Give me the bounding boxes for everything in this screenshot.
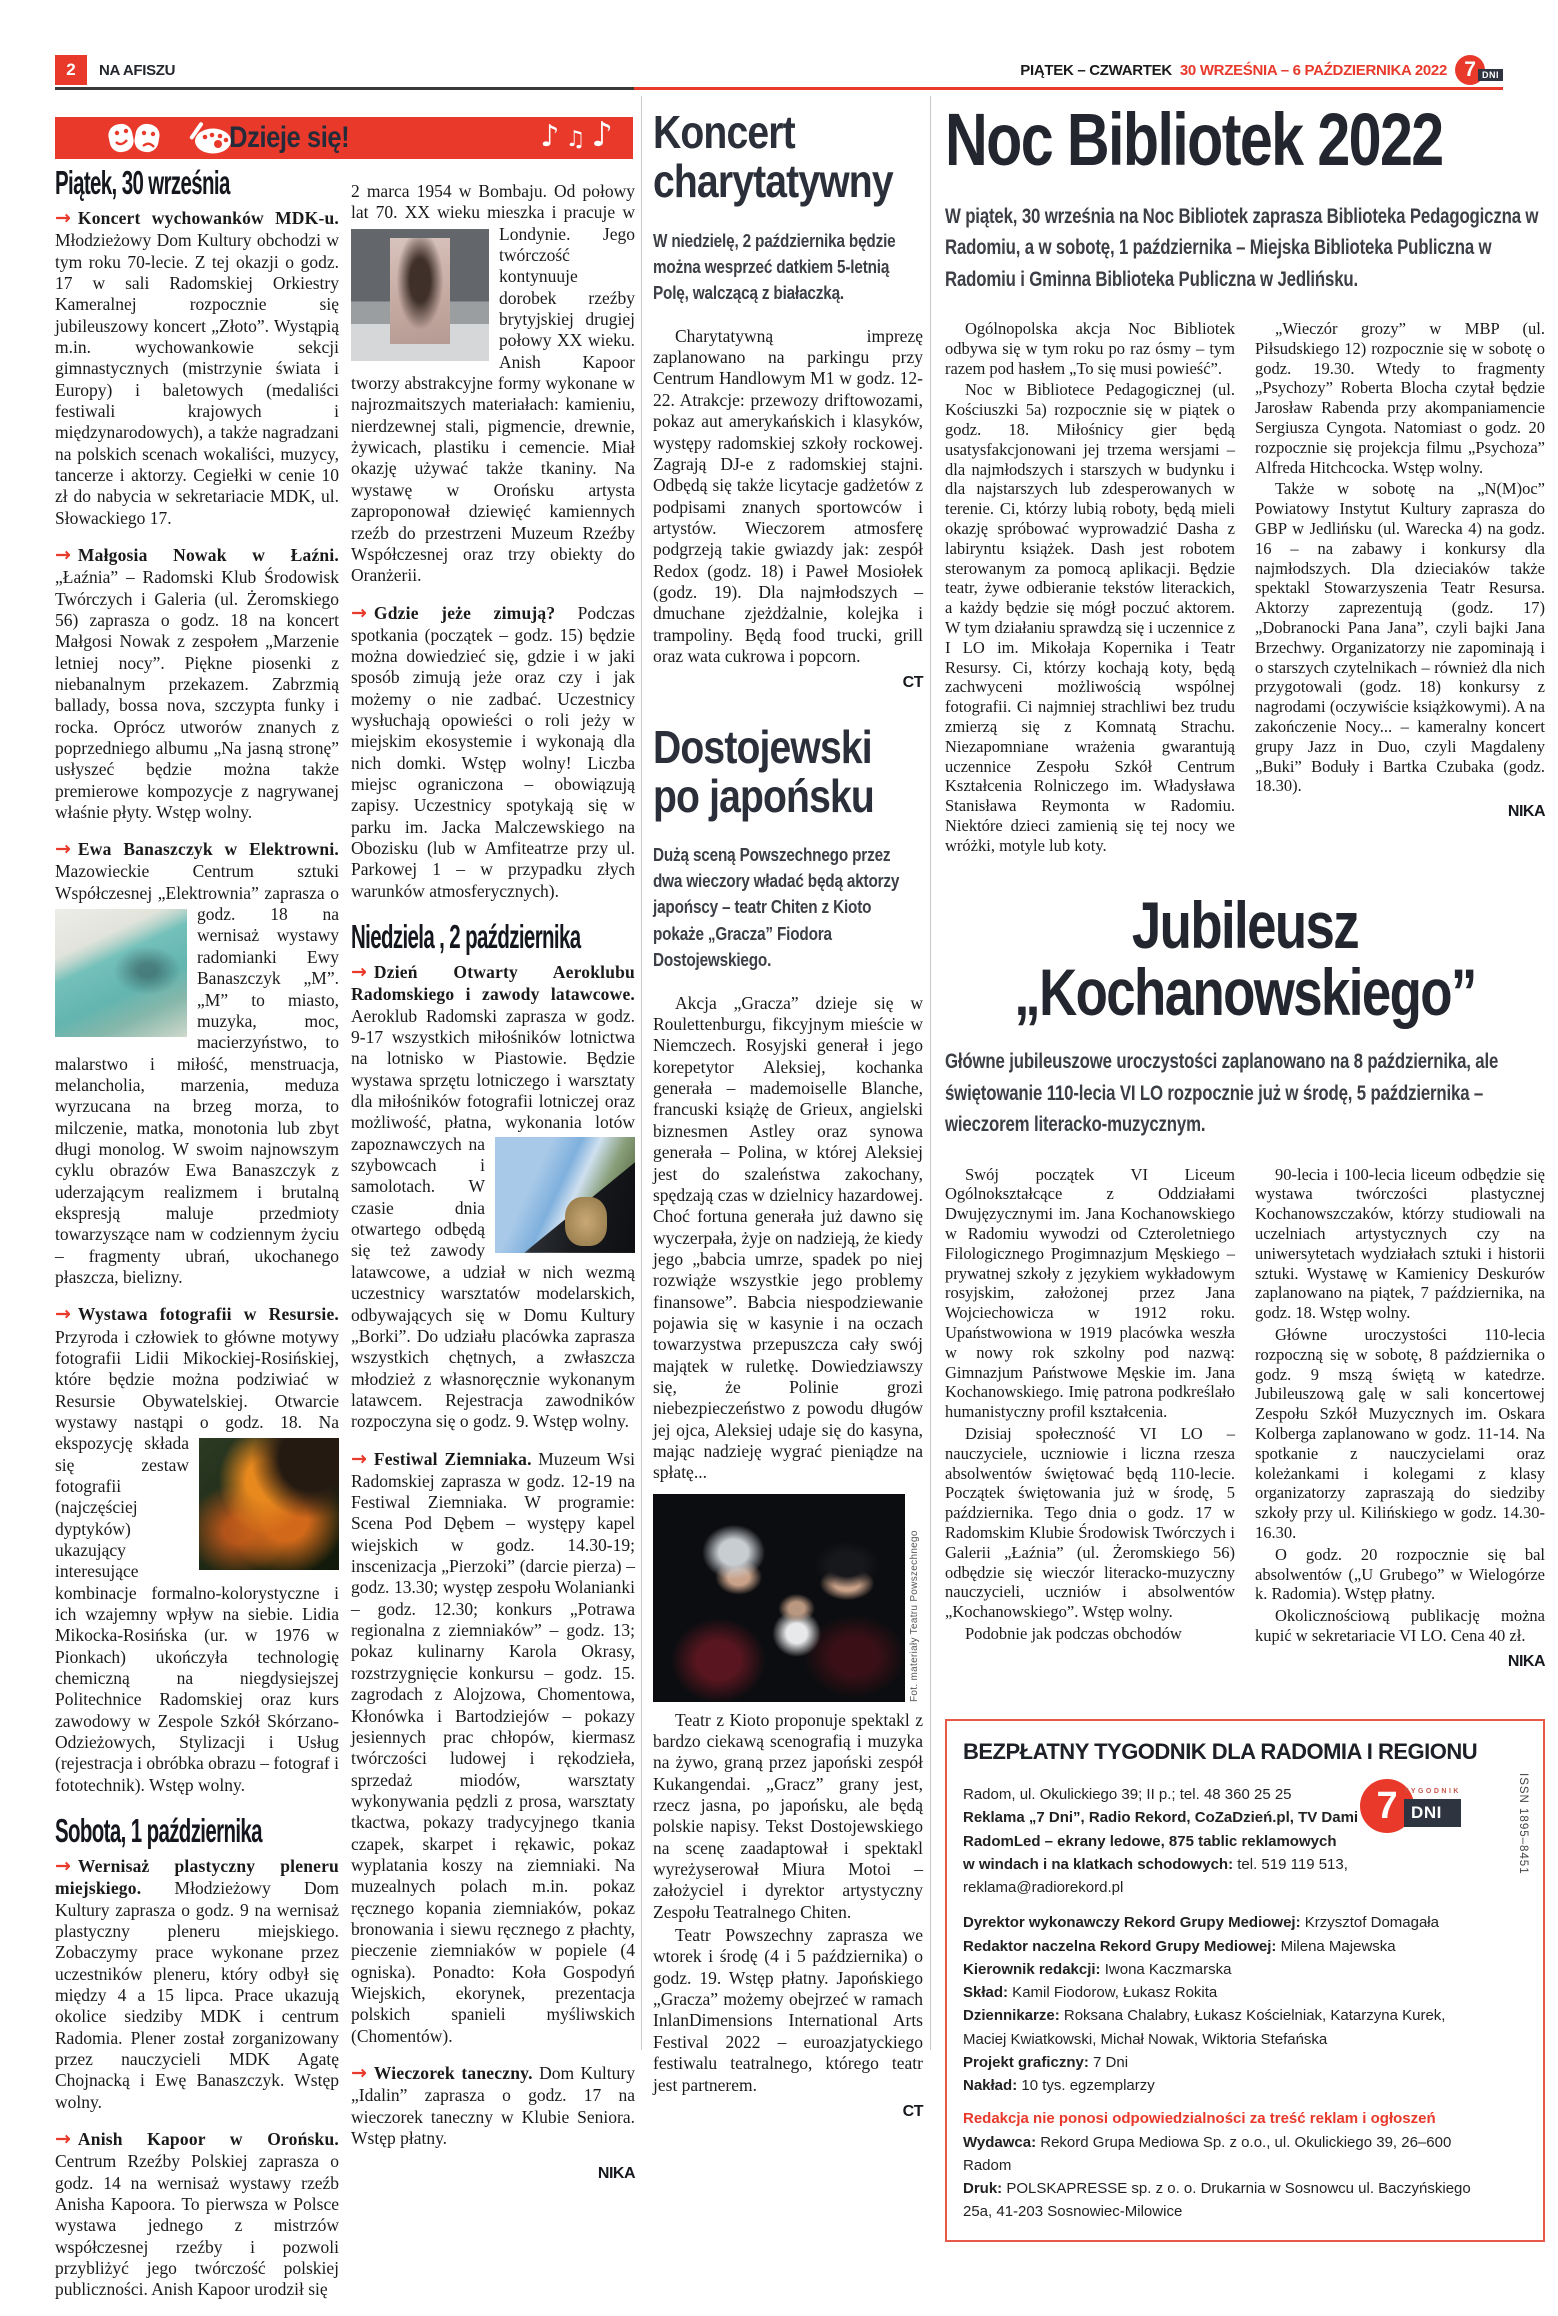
impressum-title: BEZPŁATNY TYGODNIK DLA RADOMIA I REGIONU (963, 1738, 1478, 1764)
impressum-printer: Druk: POLSKAPRESSE sp. z o. o. Drukarnia w Sosnowcu ul. Baczyńskiego 25a, 41-203 Sosnowiec-Milowice (963, 2180, 1471, 2221)
article-title-charity: Koncert charytatywny (653, 106, 893, 207)
staff-line: Dyrektor wykonawczy Rekord Grupy Mediowej: Krzysztof Domagała (963, 1914, 1439, 1932)
event-head: Wieczorek taneczny. (373, 2063, 533, 2084)
article-paragraph: Główne uroczystości 110-lecia rozpoczną się w sobotę, 8 października o godz. 9 mszą świętą w katedrze. Jubileuszową galę w sali koncertowej Zespołu Szkół Muzycznych im. Oskara Kolberga zaplanowano w godz. 11-14. Na spotkanie z nauczycielami oraz koleżankami i kolegami z klasy organizatorzy zapraszają do siedziby szkoły przy ul. Kilińskiego w godz. 14.30-16.30. (1255, 1325, 1545, 1542)
impressum-address: Radom, ul. Okulickiego 39; II p.; tel. 48 360 25 25 (963, 1786, 1292, 1804)
article-paragraph: Charytatywną imprezę zaplanowano na parkingu przy Centrum Handlowym M1 w godz. 12-22. Atrakcje: przewozy driftowozami, pokaz aut amerykańskich i klasyków, występy radomskiej szkoły rockowej. Zagrają DJ-e z radomskiej stajni. Odbędą się także licytacje gadżetów z podpisami znanych sportowców i artystów. Wieczorem atmosferę podgrzeją takie gwiazdy jak: zespół Redox (godz. 18) i Paweł Mosiołek (godz. 19). Dla najmłodszych – dmuchane zjeżdżalnie, kolejka i trampoliny. Będą food trucki, grill oraz wata cukrowa i popcorn. (653, 325, 923, 666)
author-byline: CT (902, 674, 923, 692)
author-byline: NIKA (1507, 803, 1545, 821)
event-item (55, 2128, 339, 2301)
staff-line: Kierownik redakcji: Iwona Kaczmarska (963, 1960, 1232, 1978)
article-lead: W niedzielę, 2 października będzie można wesprzeć datkiem 5-letnią Polę, walczącą z białaczką. (653, 230, 896, 303)
article-paragraph: Teatr z Kioto proponuje spektakl z bardzo ciekawą scenografią i muzyka na żywo, graną przez japoński zespół Kukangendai. „Gracz” grany jest, rzecz jasna, po japońsku, ale będą polskie napisy. Tekst Dostojewskiego na scenę zaadaptował i spektakl wyreżyserował Miura Motoi – założyciel i dyrektor artystyczny Zespołu Teatralnego Chiten. (653, 1709, 923, 1922)
event-item (55, 544, 339, 823)
article-paragraph: Podobnie jak podczas obchodów (965, 1623, 1182, 1643)
event-text: Mazowieckie Centrum sztuki Współczesnej „Elektrownia” zaprasza o godz. (55, 861, 339, 925)
author-byline: NIKA (1507, 1652, 1545, 1670)
arrow-icon: → (55, 543, 71, 566)
theater-photo-block (653, 1494, 923, 1702)
7dni-logo-circle: 7 (1360, 1779, 1414, 1833)
agenda-column-1 (55, 166, 339, 2316)
event-continuation: 2 marca 1954 w Bombaju. Od połowy lat 70. XX wieku mieszka i pracuje w Londynie. Jego twórczość kontynuuje dorobek rzeźby brytyjskiej drugiej połowy XX wieku. Anish Kapoor tworzy abstrakcyjne formy wykonane w najrozmaitszych materiałach: kamieniu, nierdzewnej stali, pigmencie, drewnie, żywicach, plastiku i cemencie. Miał okazję używać także tkaniny. Na wystawę w Orońsku artysta zaproponował dziewięć kamiennych rzeźb do przestrzeni Muzeum Rzeźby Współczesnej oraz trzy obiekty do Oranżerii. (351, 181, 635, 586)
event-text: Aeroklub Radomski zaprasza w godz. 9-17 wszystkich miłośników lotnictwa na lotnisko w Piastowie. Będzie wystawa sprzętu lotniczego i warsztaty dla miłośników fotografii lotniczej oraz możliwość, płatna, wykonania lotów (351, 1005, 635, 1133)
arrow-icon: → (55, 1855, 71, 1878)
arrow-icon: → (351, 2062, 367, 2085)
agenda-column-2 (351, 181, 635, 2184)
author-byline: NIKA (597, 2165, 635, 2183)
arrow-icon: → (55, 1303, 71, 1326)
article-lead: Główne jubileuszowe uroczystości zaplanowano na 8 października, ale świętowanie 110-lecia VI LO rozpocznie już w środę, 5 października – wieczorem literacko-muzycznym. (945, 1050, 1499, 1137)
event-text: Młodzieżowy Dom Kultury zaprasza o godz. 9 na wernisaż plastyczny pleneru miejskiego. Zobaczymy prace wykonane przez uczestników pleneru, który odbył się między 4 a 15 lipca. Prace ukazują okolice siedziby MDK i centrum Radomia. Plener został zorganizowany przez nauczycieli MDK Agatę Chojnacką i Ewę Banaszczyk. Wstęp wolny. (55, 1878, 339, 2112)
event-item (351, 1448, 635, 2047)
article-paragraph: Dzisiaj społeczność VI LO – nauczyciele, uczniowie i liczna rzesza absolwentów świętować będą 110-lecie. Początek świętowania już w środę, 5 października. Tego dnia o godz. 17 w Radomskim Klubie Środowisk Twórczych i Galerii „Łaźnia” (ul. Żeromskiego 56) odbędzie się wieczór literacko-muzyczny nauczycieli, uczniów i absolwentów „Kochanowskiego”. Wstęp wolny. (945, 1424, 1235, 1622)
painting-photo (55, 909, 187, 1037)
article-paragraph: Ogólnopolska akcja Noc Bibliotek odbywa się w tym roku po raz ósmy – tym razem pod hasłem „To się musi powieść”. (945, 319, 1235, 378)
article-title-noc-bibliotek: Noc Bibliotek 2022 (945, 98, 1443, 181)
article-paragraph: Teatr Powszechny zaprasza we wtorek i środę (4 i 5 października) o godz. 19. Wstęp płatny. Japońskiego „Gracza” możemy obejrzeć w ramach InlanDimensions International Arts Festival 2022 – euroazjatyckiego festiwalu teatralnego, którego teatr jest partnerem. (653, 1925, 923, 2095)
article-paragraph: Swój początek VI Liceum Ogólnokształcące z Oddziałami Dwujęzycznymi im. Jana Kochanowskiego w Radomiu wywodzi od Czteroletniego Filologicznego Progimnazjum Męskiego – prywatnej szkoły z językiem wykładowym rosyjskim, założonej przez Jana Wojciechowicza w 1912 roku. Upaństwowiona w 1919 placówka weszła w nowy rok szkolny pod nazwą: Gimnazjum Państwowe Męskie im. Jana Kochanowskiego. Imię patrona podkreślało humanistyczny profil kształcenia. (945, 1164, 1235, 1422)
arrow-icon: → (351, 961, 367, 984)
event-text: zapoznawczych na szybowcach i samolotach. W czasie dnia otwartego odbędą się też zawody latawcowe, a udział w nich wezmą uczestnicy warsztatów modelarskich, odbywających się w Domu Kultury „Borki”. Do udziału placówka zaprasza wszystkich chętnych, a zwłaszcza młodzież z własnoręcznie wykonanym latawcem. Rejestracja zawodników rozpoczyna się o godz. 9. Wstęp wolny. (351, 1133, 635, 1432)
arrow-icon: → (55, 838, 71, 861)
staff-line: Nakład: 10 tys. egzemplarzy (963, 2077, 1155, 2095)
7dni-logo-large (1360, 1779, 1461, 1833)
event-text: Muzeum Wsi Radomskiej zaprasza w godz. 12-19 na Festiwal Ziemniaka. W programie: Scena Pod Dębem – występy kapel wiejskich w godz. 14.30-19; inscenizacja „Pierzoki” (darcie pierza) – godz. 13.30; występ zespołu Wolanianki – godz. 12.30; konkurs „Potrawa regionalna z ziemniaków” – godz. 13; pokaz kulinarny Karola Okrasy, rozstrzygnięcie konkursu – godz. 15. zagrodach z Alojzowa, Chomentowa, Kłonówka i Bartodziejów – pokazy jesiennych prac chłopów, kiermasz twórczości ludowej i rękodzieła, sprzedaż miodów, warsztaty wykonywania pędzli z prosa, warsztaty tkactwa, pokazy tradycyjnego tkania czapek, skarpet i rękawic, pokaz wyplatania koszy na ziemniaki. Na muzealnych polach m.in. pokaz ręcznego kopania ziemniaków, pokaz bronowania i siewu ręcznego z płachty, pieczenie ziemniaków w popiele (4 ogniska). Ponadto: Koła Gospodyń Wiejskich, ekorynek, prezentacja polskich spanieli myśliwskich (Chomentów). (351, 1448, 636, 2046)
banner-title: Dzieje się! (228, 121, 350, 154)
arrow-icon: → (55, 2128, 71, 2151)
7dni-logo-dni: DNI (1404, 1799, 1461, 1827)
event-text: Przyroda i człowiek to główne motywy fotografii Lidii Mikockiej-Rosińskiej, które będzie można podziwiać w Resursie Obywatelskiej. Otwarcie wystawy nastąpi o godz. 18. (55, 1326, 339, 1432)
article-paragraph: „Wieczór grozy” w MBP (ul. Piłsudskiego 12) rozpocznie się w sobotę o godz. 19.30. Wtedy to fragmenty „Psychozy” Roberta Blocha czytał będzie Jarosław Rabenda przy akompaniamencie Sergiusza Cyngota. Natomiast o godz. 20 rozpocznie się projekcja filmu „Psychoza” Alfreda Hitchcocka. Wstęp wolny. (1255, 319, 1545, 477)
event-item (55, 1855, 339, 2113)
article-body (945, 319, 1545, 858)
article-lead: W piątek, 30 września na Noc Bibliotek zaprasza Biblioteka Pedagogiczna w Radomiu, a w sobotę, 1 października – Miejska Biblioteka Publiczna w Radomiu i Gminna Biblioteka Publiczna w Jedlińsku. (945, 204, 1539, 291)
article-title-jubileusz: Jubileusz „Kochanowskiego” (1014, 887, 1476, 1029)
music-notes-icon: ♪♫♪ (540, 115, 619, 155)
event-head: Gdzie jeże zimują? (373, 602, 556, 623)
event-text: Podczas spotkania (początek – godz. 15) będzie można dowiedzieć się, gdzie i w jaki sposób zimują jeże oraz czy i jak możemy o nie zadbać. Uczestnicy wysłuchają opowieści o roli jeży w miejskim ekosystemie i wykonają dla nich domki. Wstęp wolny! Liczba miejsc ograniczona – obowiązują zapisy. Uczestnicy spotykają się w parku im. Jacka Malczewskiego na Obozisku (lub w Amfiteatrze przy ul. Parkowej 1 – w przypadku złych warunków atmosferycznych). (351, 602, 635, 901)
section-title: NA AFISZU (99, 61, 176, 79)
day-heading-saturday: Sobota, 1 października (55, 1812, 262, 1850)
impressum-email: reklama@radiorekord.pl (963, 1879, 1124, 1897)
theater-photo (653, 1494, 905, 1702)
main-articles-region (945, 98, 1545, 2242)
day-heading-sunday: Niedziela , 2 października (351, 918, 581, 956)
article-lead: Dużą sceną Powszechnego przez dwa wieczory władać będą aktorzy japońscy – teatr Chiten z Kioto pokaże „Gracza” Fiodora Dostojewskiego. (653, 845, 900, 970)
article-body (945, 1165, 1545, 1671)
event-item (55, 1303, 339, 1796)
sunflower-photo (199, 1438, 339, 1570)
7dni-logo (1455, 55, 1503, 85)
page-header (55, 53, 1503, 87)
article-paragraph: Także w sobotę na „N(M)oc” Powiatowy Instytut Kultury zaprasza do GBP w Jedlińsku (ul. Warecka 4) na godz. 16 – na zabawy i konkursy dla najmłodszych. Dla dzieciaków także spektakl Stowarzyszenia Teatr Resursa. Aktorzy zaprezentują (godz. 17) „Dobranocki Pana Jana”, czyli bajki Jana Brzechwy. Organizatorzy nie zapominają i o starszych czytelnikach – również dla nich przygotowali (godz. 18) konkursy z nagrodami (oczywiście książkowymi). A na zakończenie Nocy... – kameralny koncert grupy Jazz in Duo, czyli Magdaleny „Buki” Boduły i Bartka Czubaka (godz. 18.30). (1255, 479, 1545, 796)
column-divider (930, 96, 931, 2050)
photo-credit: Fot. materiały Teatru Powszechnego (909, 1529, 920, 1702)
date-range-dates: 30 WRZEŚNIA – 6 PAŹDZIERNIKA 2022 (1179, 61, 1447, 79)
event-text: Centrum Rzeźby Polskiej zaprasza o godz. 14 na wernisaż wystawy rzeźb Anisha Kapoora. To pierwsza w Polsce wystawa jednego z mistrzów współczesnej rzeźby i pozwoli przybliżyć jego twórczość polskiej publiczności. Anish Kapoor urodził się (55, 2151, 339, 2300)
glider-cockpit-photo (495, 1137, 635, 1253)
sculpture-photo (351, 229, 489, 361)
staff-line: Projekt graficzny: 7 Dni (963, 2053, 1129, 2071)
articles-column (653, 108, 923, 2121)
impressum-box (945, 1719, 1545, 2242)
event-head: Małgosia Nowak w Łaźni. (77, 544, 339, 565)
event-text: „Łaźnia” – Radomski Klub Środowisk Twórczych i Galeria (ul. Żeromskiego 56) zaprasza o godz. 18 na koncert Małgosi Nowak z zespołem „Marzenie letniej nocy”. Piękne piosenki z niebanalnym przekazem. Zabrzmią ballady, bossa nova, szczypta funky i rocka. Oprócz utworów znanych z poprzedniego albumu „Na jasną stronę” usłyszeć będzie można także premierowe kompozycje z nagrywanej właśnie płyty. Wstęp wolny. (55, 567, 339, 822)
staff-line: Redaktor naczelna Rekord Grupy Mediowej: Milena Majewska (963, 1937, 1396, 1955)
arrow-icon: → (351, 1447, 367, 1470)
staff-line: Maciej Kwiatkowski, Michał Nowak, Wiktoria Stefańska (963, 2030, 1328, 2048)
article-title-dosto: Dostojewski po japońsku (653, 720, 874, 822)
event-head: Koncert wychowanków MDK-u. (77, 208, 339, 228)
article-paragraph: Noc w Bibliotece Pedagogicznej (ul. Kościuszki 5a) rozpocznie się w piątek o godz. 18. Miłośnicy gier będą usatysfakcjonowani jej trzema wersjami – dla najmłodszych i starszych w budynku i dla najstarszych lub zdesperowanych w terenie. Ci, którzy lubią roboty, będą mieli okazję spróbować wyprowadzić Dasha z labiryntu książek. Dash jest robotem sterowanym za pomocą aplikacji. Będzie teatr, żywe odbieranie tekstów literackich, a każdy będzie się mógł poczuć aktorem. W tym działaniu sprawdzą się i uczennice z I LO im. Mikołaja Kopernika i Teatr Resursy. Ci, którzy kochają koty, będą zachwyceni możliwością wspólnej fotografii. Ci najmniej strachliwi bez trudu zmierzą się z Komnatą Strachu. Niezapomniane wrażenia gwarantują uczennice Zespołu Szkół Centrum Kształcenia Rolniczego im. Władysława Stanisława Reymonta w Radomiu. Niektóre dzieci zamienią się tej nocy we wróżki, motyle lub koty. (945, 380, 1235, 855)
event-head: Wernisaż plastyczny pleneru miejskiego. (55, 1856, 339, 1899)
issue-date (1020, 55, 1503, 85)
7dni-logo-circle: 7 (1455, 55, 1485, 85)
article-paragraph: Akcja „Gracza” dzieje się w Roulettenburgu, fikcyjnym mieście w Niemczech. Rosyjski generał i jego korepetytor Aleksiej, kochanka generała – mademoiselle Blanche, francuski książę de Grieux, angielski biznesmen Astley oraz synowa generała – Polina, w której Aleksiej jest do szaleństwa zakochany, spędzają czas w dzielnicy hazardowej. Choć fortuna generała już dawno się wyczerpała, żyje on nadzieją, że kiedy jego „babcia umrze, spadek po niej rozwiąże wszystkie jego problemy finansowe”. Babcia niespodziewanie pojawia się w kasynie i na oczach towarzystwa przepuszcza cały swój majątek w ruletkę. Dowiedziawszy się, że Polinie grozi niebezpieczeństwo z powodu długów jej ojca, Aleksiej udaje się do kasyna, mając nadzieję wygrać pieniądze na spłatę... (653, 992, 923, 1483)
event-item (351, 961, 635, 1432)
staff-line: Dziennikarze: Roksana Chalabry, Łukasz Kościelniak, Katarzyna Kurek, (963, 2007, 1446, 2025)
event-text: Na ekspozycję składa się zestaw fotografii (najczęściej dyptyków) ukazujący interesujące kombinacje formalno-kolorystyczne i ich wzajemny wpływ na siebie. Lidia Mikocka-Rosińska (ur. w 1976 w Pionkach) ukończyła technologię chemiczną na niegdysiejszej Politechnice Radomskiej oraz kurs zawodowy w Zespole Szkół Skórzano-Odzieżowych, Stylizacji i Usług (rejestracja i obróbka obrazu – fotograf i fototechnik). Wstęp wolny. (55, 1411, 339, 1795)
7dni-logo-dni: DNI (1478, 69, 1503, 81)
event-item (351, 2062, 635, 2149)
event-head: Anish Kapoor w Orońsku. (77, 2129, 339, 2150)
event-head: Ewa Banaszczyk w Elektrowni. (77, 839, 339, 860)
impressum-address: RadomLed – ekrany ledowe, 875 tablic reklamowych (963, 1832, 1337, 1850)
arrow-icon: → (55, 207, 71, 229)
impressum-address: w windach i na klatkach schodowych: tel. 519 119 513, (963, 1855, 1348, 1873)
impressum-publisher: Wydawca: Rekord Grupa Mediowa Sp. z o.o., ul. Okulickiego 39, 26–600 Radom (963, 2133, 1452, 2174)
article-paragraph: O godz. 20 rozpocznie się bal absolwentów („U Grubego” w Wielogórze k. Radomia). Wstęp płatny. (1255, 1544, 1545, 1604)
event-item (55, 207, 339, 529)
date-range-days: PIĄTEK – CZWARTEK (1020, 61, 1172, 79)
staff-line: Skład: Kamil Fiodorow, Łukasz Rokita (963, 1984, 1218, 2002)
event-text: Młodzieżowy Dom Kultury obchodzi w tym roku 70-lecie. Z tej okazji o godz. 17 w sali Radomskiej Orkiestry Kameralnej rozpocznie się jubileuszowy koncert „Złoto”. Wystąpią m.in. wychowankowie sekcji gimnastycznych (mistrzynie świata i Europy) i baletowych (medaliści festiwali krajowych i międzynarodowych), a także nagradzani na polskich scenach wokaliści, muzycy, tancerze i aktorzy. Cegiełki w cenie 10 zł do nabycia w sekretariacie MDK, ul. Słowackiego 17. (55, 230, 339, 528)
event-head: Wystawa fotografii w Resursie. (77, 1304, 339, 1325)
impressum-disclaimer: Redakcja nie ponosi odpowiedzialności za treść reklam i ogłoszeń (963, 2110, 1436, 2128)
dzieje-sie-banner (55, 117, 633, 159)
event-head: Festiwal Ziemniaka. (373, 1448, 532, 1469)
column-divider (641, 96, 642, 2050)
day-heading-friday: Piątek, 30 września (55, 164, 230, 201)
event-text: 18 na wernisaż wystawy radomianki Ewy Banaszczyk „M”. „M” to miasto, muzyka, moc, macierzyństwo, to malarstwo i miłość, menstruacja, melancholia, marzenia, meduza wyrzucana na brzeg morza, to milczenie, matka, monotonia lub zbyt długi monolog. W swoim najnowszym cyklu obrazów Ewa Banaszczyk z uderzającym realizmem i brutalną ekspresją maluje przedmioty towarzyszące nam w codziennym życiu – fragmenty ubrań, ukochanego płaszcza, bielizny. (55, 904, 339, 1287)
article-paragraph: Okolicznościową publikację można kupić w sekretariacie VI LO. Cena 40 zł. (1255, 1606, 1545, 1645)
event-item (55, 838, 339, 1288)
page-number: 2 (55, 55, 87, 85)
impressum-address: Reklama „7 Dni”, Radio Rekord, CoZaDzień.pl, TV Dami (963, 1809, 1359, 1827)
author-byline: CT (902, 2102, 923, 2120)
event-text: Dom Kultury „Idalin” zaprasza o godz. 17 na wieczorek taneczny w Klubie Seniora. Wstęp płatny. (351, 2063, 635, 2148)
event-item (351, 602, 635, 903)
arrow-icon: → (351, 601, 367, 624)
header-rule (55, 87, 1503, 90)
article-paragraph: 90-lecia i 100-lecia liceum odbędzie się wystawa twórczości plastycznej Kochanowszczaków, którzy studiowali na uczelniach artystycznych czy na uniwersytetach wydziałach sztuki i historii sztuki. Wystawę w Kamienicy Deskurów zaplanowano na piątek, 7 października, na godz. 18. Wstęp wolny. (1255, 1164, 1545, 1323)
issn-number: ISSN 1895–8451 (1517, 1772, 1529, 1875)
7dni-logo-tygodnik: TYGODNIK (1404, 1787, 1461, 1795)
event-head: Dzień Otwarty Aeroklubu Radomskiego i zawody latawcowe. (351, 962, 635, 1005)
